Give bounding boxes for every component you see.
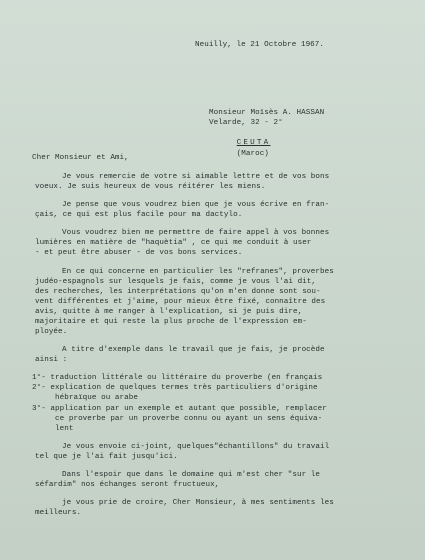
recipient-country: (Maroc) bbox=[236, 149, 269, 158]
paragraph-line: A titre d'exemple dans le travail que je fais, je procède bbox=[62, 346, 325, 354]
paragraph-line: ployée. bbox=[35, 328, 68, 336]
paragraph-line: lumières en matière de "haquètia" , ce qui me conduit à user bbox=[35, 239, 312, 247]
paragraph-line: - et peut être abuser - de vos bons services. bbox=[35, 249, 243, 257]
paragraph-line: ainsi : bbox=[35, 356, 68, 364]
list-item: ce proverbe par un proverbe connu ou ayant un sens équiva- bbox=[32, 415, 323, 423]
paragraph-line: tel que je l'ai fait jusqu'ici. bbox=[35, 453, 178, 461]
letter-date: Neuilly, le 21 Octobre 1967. bbox=[195, 41, 324, 49]
recipient-city: CEUTA bbox=[236, 139, 271, 148]
recipient-street: Velarde, 32 - 2° bbox=[209, 119, 283, 127]
list-item: hébraïque ou arabe bbox=[32, 394, 138, 402]
list-item: lent bbox=[32, 425, 74, 433]
salutation: Cher Monsieur et Ami, bbox=[32, 154, 129, 162]
list-item: 2°- explication de quelques termes très particuliers d'origine bbox=[32, 384, 318, 392]
paragraph-line: je vous prie de croire, Cher Monsieur, à mes sentiments les bbox=[62, 499, 334, 507]
paragraph-line: séfardim" nos échanges seront fructueux, bbox=[35, 481, 220, 489]
paragraph-line: vent différentes et j'aime, pour mieux être fixé, connaître des bbox=[35, 298, 326, 306]
list-item: 3°- application par un exemple et autant que possible, remplacer bbox=[32, 405, 327, 413]
paragraph-line: Je vous envoie ci-joint, quelques"échantillons" du travail bbox=[62, 443, 330, 451]
list-item: 1°- traduction littérale ou littéraire du proverbe (en français bbox=[32, 374, 323, 382]
paragraph-line: En ce qui concerne en particulier les "refranes", proverbes bbox=[62, 268, 334, 276]
recipient-name: Monsieur Moïsès A. HASSAN bbox=[209, 109, 325, 117]
paragraph-line: Je pense que vous voudrez bien que je vous écrive en fran- bbox=[62, 201, 330, 209]
paragraph-line: çais, ce qui est plus facile pour ma dactylo. bbox=[35, 211, 243, 219]
paragraph-line: Dans l'espoir que dans le domaine qui m'est cher "sur le bbox=[62, 471, 320, 479]
paragraph-line: Vous voudrez bien me permettre de faire appel à vos bonnes bbox=[62, 229, 330, 237]
paragraph-line: majoritaire et qui reste la plus proche de l'expression em- bbox=[35, 318, 307, 326]
paragraph-line: meilleurs. bbox=[35, 509, 82, 517]
paragraph-line: voeux. Je suis heureux de vous réitérer les miens. bbox=[35, 183, 266, 191]
paragraph-line: avis, quitte à me ranger à l'explication, si je puis dire, bbox=[35, 308, 303, 316]
paragraph-line: judéo-espagnols sur lesquels je fais, comme je vous l'ai dit, bbox=[35, 278, 317, 286]
paragraph-line: des recherches, les interprétations qu'on m'en donne sont sou- bbox=[35, 288, 321, 296]
recipient-city-line bbox=[209, 128, 270, 169]
paragraph-line: Je vous remercie de votre si aimable lettre et de vos bons bbox=[62, 173, 330, 181]
